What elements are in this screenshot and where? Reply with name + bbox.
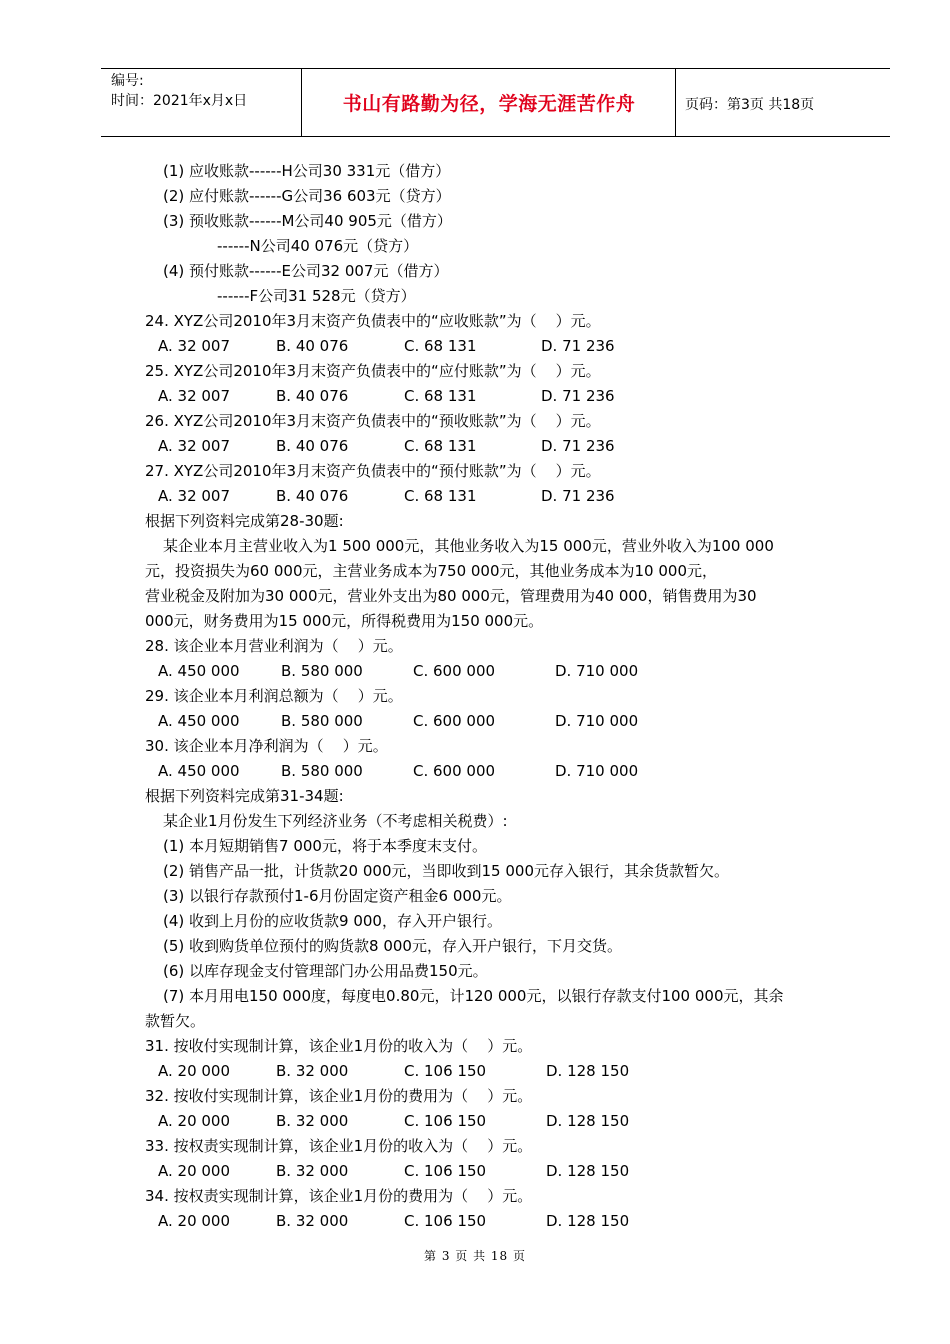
list-item: (4) 收到上月份的应收货款9 000，存入开户银行。 [163, 912, 502, 930]
list-item: (2) 销售产品一批，计货款20 000元，当即收到15 000元存入银行，其余货款暂欠。 [163, 862, 729, 880]
option-a: A. 20 000 [158, 1162, 231, 1180]
header-divider [301, 69, 302, 136]
code-label: 编号: [111, 73, 144, 89]
question-33: 33. 按权责实现制计算，该企业1月份的收入为（ ）元。 [145, 1137, 533, 1155]
option-b: B. 40 076 [276, 487, 349, 505]
option-b: B. 32 000 [276, 1062, 349, 1080]
option-c: C. 68 131 [404, 337, 477, 355]
question-27: 27. XYZ公司2010年3月末资产负债表中的“预付账款”为（ ）元。 [145, 462, 601, 480]
option-d: D. 71 236 [541, 437, 615, 455]
option-b: B. 32 000 [276, 1112, 349, 1130]
question-26: 26. XYZ公司2010年3月末资产负债表中的“预收账款”为（ ）元。 [145, 412, 601, 430]
question-24: 24. XYZ公司2010年3月末资产负债表中的“应收账款”为（ ）元。 [145, 312, 601, 330]
option-d: D. 710 000 [555, 762, 639, 780]
question-29: 29. 该企业本月利润总额为（ ）元。 [145, 687, 403, 705]
paragraph-line: 某企业1月份发生下列经济业务（不考虑相关税费）: [163, 812, 508, 830]
question-30: 30. 该企业本月净利润为（ ）元。 [145, 737, 388, 755]
paragraph-line: 000元，财务费用为15 000元，所得税费用为150 000元。 [145, 612, 544, 630]
option-d: D. 128 150 [546, 1062, 630, 1080]
option-d: D. 71 236 [541, 387, 615, 405]
option-b: B. 40 076 [276, 437, 349, 455]
list-item: (1) 本月短期销售7 000元，将于本季度末支付。 [163, 837, 487, 855]
option-c: C. 106 150 [404, 1162, 487, 1180]
option-a: A. 32 007 [158, 437, 231, 455]
list-item: (7) 本月用电150 000度，每度电0.80元，计120 000元，以银行存款支付100 000元，其余 [163, 987, 784, 1005]
question-25: 25. XYZ公司2010年3月末资产负债表中的“应付账款”为（ ）元。 [145, 362, 601, 380]
option-a: A. 32 007 [158, 487, 231, 505]
date-label: 时间：2021年x月x日 [111, 93, 248, 109]
option-c: C. 600 000 [413, 762, 496, 780]
section-heading: 根据下列资料完成第28-30题: [145, 512, 344, 530]
option-b: B. 32 000 [276, 1162, 349, 1180]
text-line: ------N公司40 076元（贷方） [217, 237, 419, 255]
option-a: A. 32 007 [158, 387, 231, 405]
option-d: D. 710 000 [555, 662, 639, 680]
option-c: C. 106 150 [404, 1062, 487, 1080]
option-c: C. 68 131 [404, 387, 477, 405]
list-item: (5) 收到购货单位预付的购货款8 000元，存入开户银行，下月交货。 [163, 937, 622, 955]
header-divider [675, 69, 676, 136]
page-footer: 第 3 页 共 18 页 [424, 1249, 526, 1263]
option-b: B. 32 000 [276, 1212, 349, 1230]
paragraph-line: 元，投资损失为60 000元，主营业务成本为750 000元，其他业务成本为10 000元， [145, 562, 718, 580]
header-motto: 书山有路勤为径，学海无涯苦作舟 [342, 93, 636, 115]
option-c: C. 600 000 [413, 712, 496, 730]
option-a: A. 450 000 [158, 712, 240, 730]
page-header [101, 68, 890, 137]
option-c: C. 106 150 [404, 1212, 487, 1230]
option-d: D. 128 150 [546, 1112, 630, 1130]
option-c: C. 68 131 [404, 487, 477, 505]
option-a: A. 20 000 [158, 1112, 231, 1130]
question-34: 34. 按权责实现制计算，该企业1月份的费用为（ ）元。 [145, 1187, 533, 1205]
question-32: 32. 按收付实现制计算，该企业1月份的费用为（ ）元。 [145, 1087, 533, 1105]
option-b: B. 40 076 [276, 337, 349, 355]
text-line: (3) 预收账款------M公司40 905元（借方） [163, 212, 452, 230]
text-line: (4) 预付账款------E公司32 007元（借方） [163, 262, 449, 280]
option-b: B. 580 000 [281, 712, 363, 730]
text-line: (1) 应收账款------H公司30 331元（借方） [163, 162, 451, 180]
text-line: (2) 应付账款------G公司36 603元（贷方） [163, 187, 451, 205]
option-d: D. 71 236 [541, 337, 615, 355]
option-c: C. 600 000 [413, 662, 496, 680]
option-c: C. 68 131 [404, 437, 477, 455]
header-meta [111, 71, 247, 111]
option-d: D. 710 000 [555, 712, 639, 730]
option-d: D. 128 150 [546, 1212, 630, 1230]
option-a: A. 32 007 [158, 337, 231, 355]
option-a: A. 450 000 [158, 762, 240, 780]
option-a: A. 450 000 [158, 662, 240, 680]
option-b: B. 580 000 [281, 662, 363, 680]
header-page-number: 页码：第3页 共18页 [685, 97, 815, 113]
option-b: B. 580 000 [281, 762, 363, 780]
list-item-continued: 款暂欠。 [145, 1012, 206, 1030]
option-b: B. 40 076 [276, 387, 349, 405]
question-31: 31. 按收付实现制计算，该企业1月份的收入为（ ）元。 [145, 1037, 533, 1055]
text-line: ------F公司31 528元（贷方） [217, 287, 416, 305]
question-28: 28. 该企业本月营业利润为（ ）元。 [145, 637, 403, 655]
paragraph-line: 营业税金及附加为30 000元，营业外支出为80 000元，管理费用为40 000，销售费用为30 [145, 587, 757, 605]
option-c: C. 106 150 [404, 1112, 487, 1130]
option-a: A. 20 000 [158, 1212, 231, 1230]
option-d: D. 71 236 [541, 487, 615, 505]
paragraph-line: 某企业本月主营业收入为1 500 000元，其他业务收入为15 000元，营业外收入为100 000 [163, 537, 774, 555]
option-a: A. 20 000 [158, 1062, 231, 1080]
list-item: (6) 以库存现金支付管理部门办公用品费150元。 [163, 962, 488, 980]
section-heading: 根据下列资料完成第31-34题: [145, 787, 344, 805]
option-d: D. 128 150 [546, 1162, 630, 1180]
list-item: (3) 以银行存款预付1-6月份固定资产租金6 000元。 [163, 887, 512, 905]
